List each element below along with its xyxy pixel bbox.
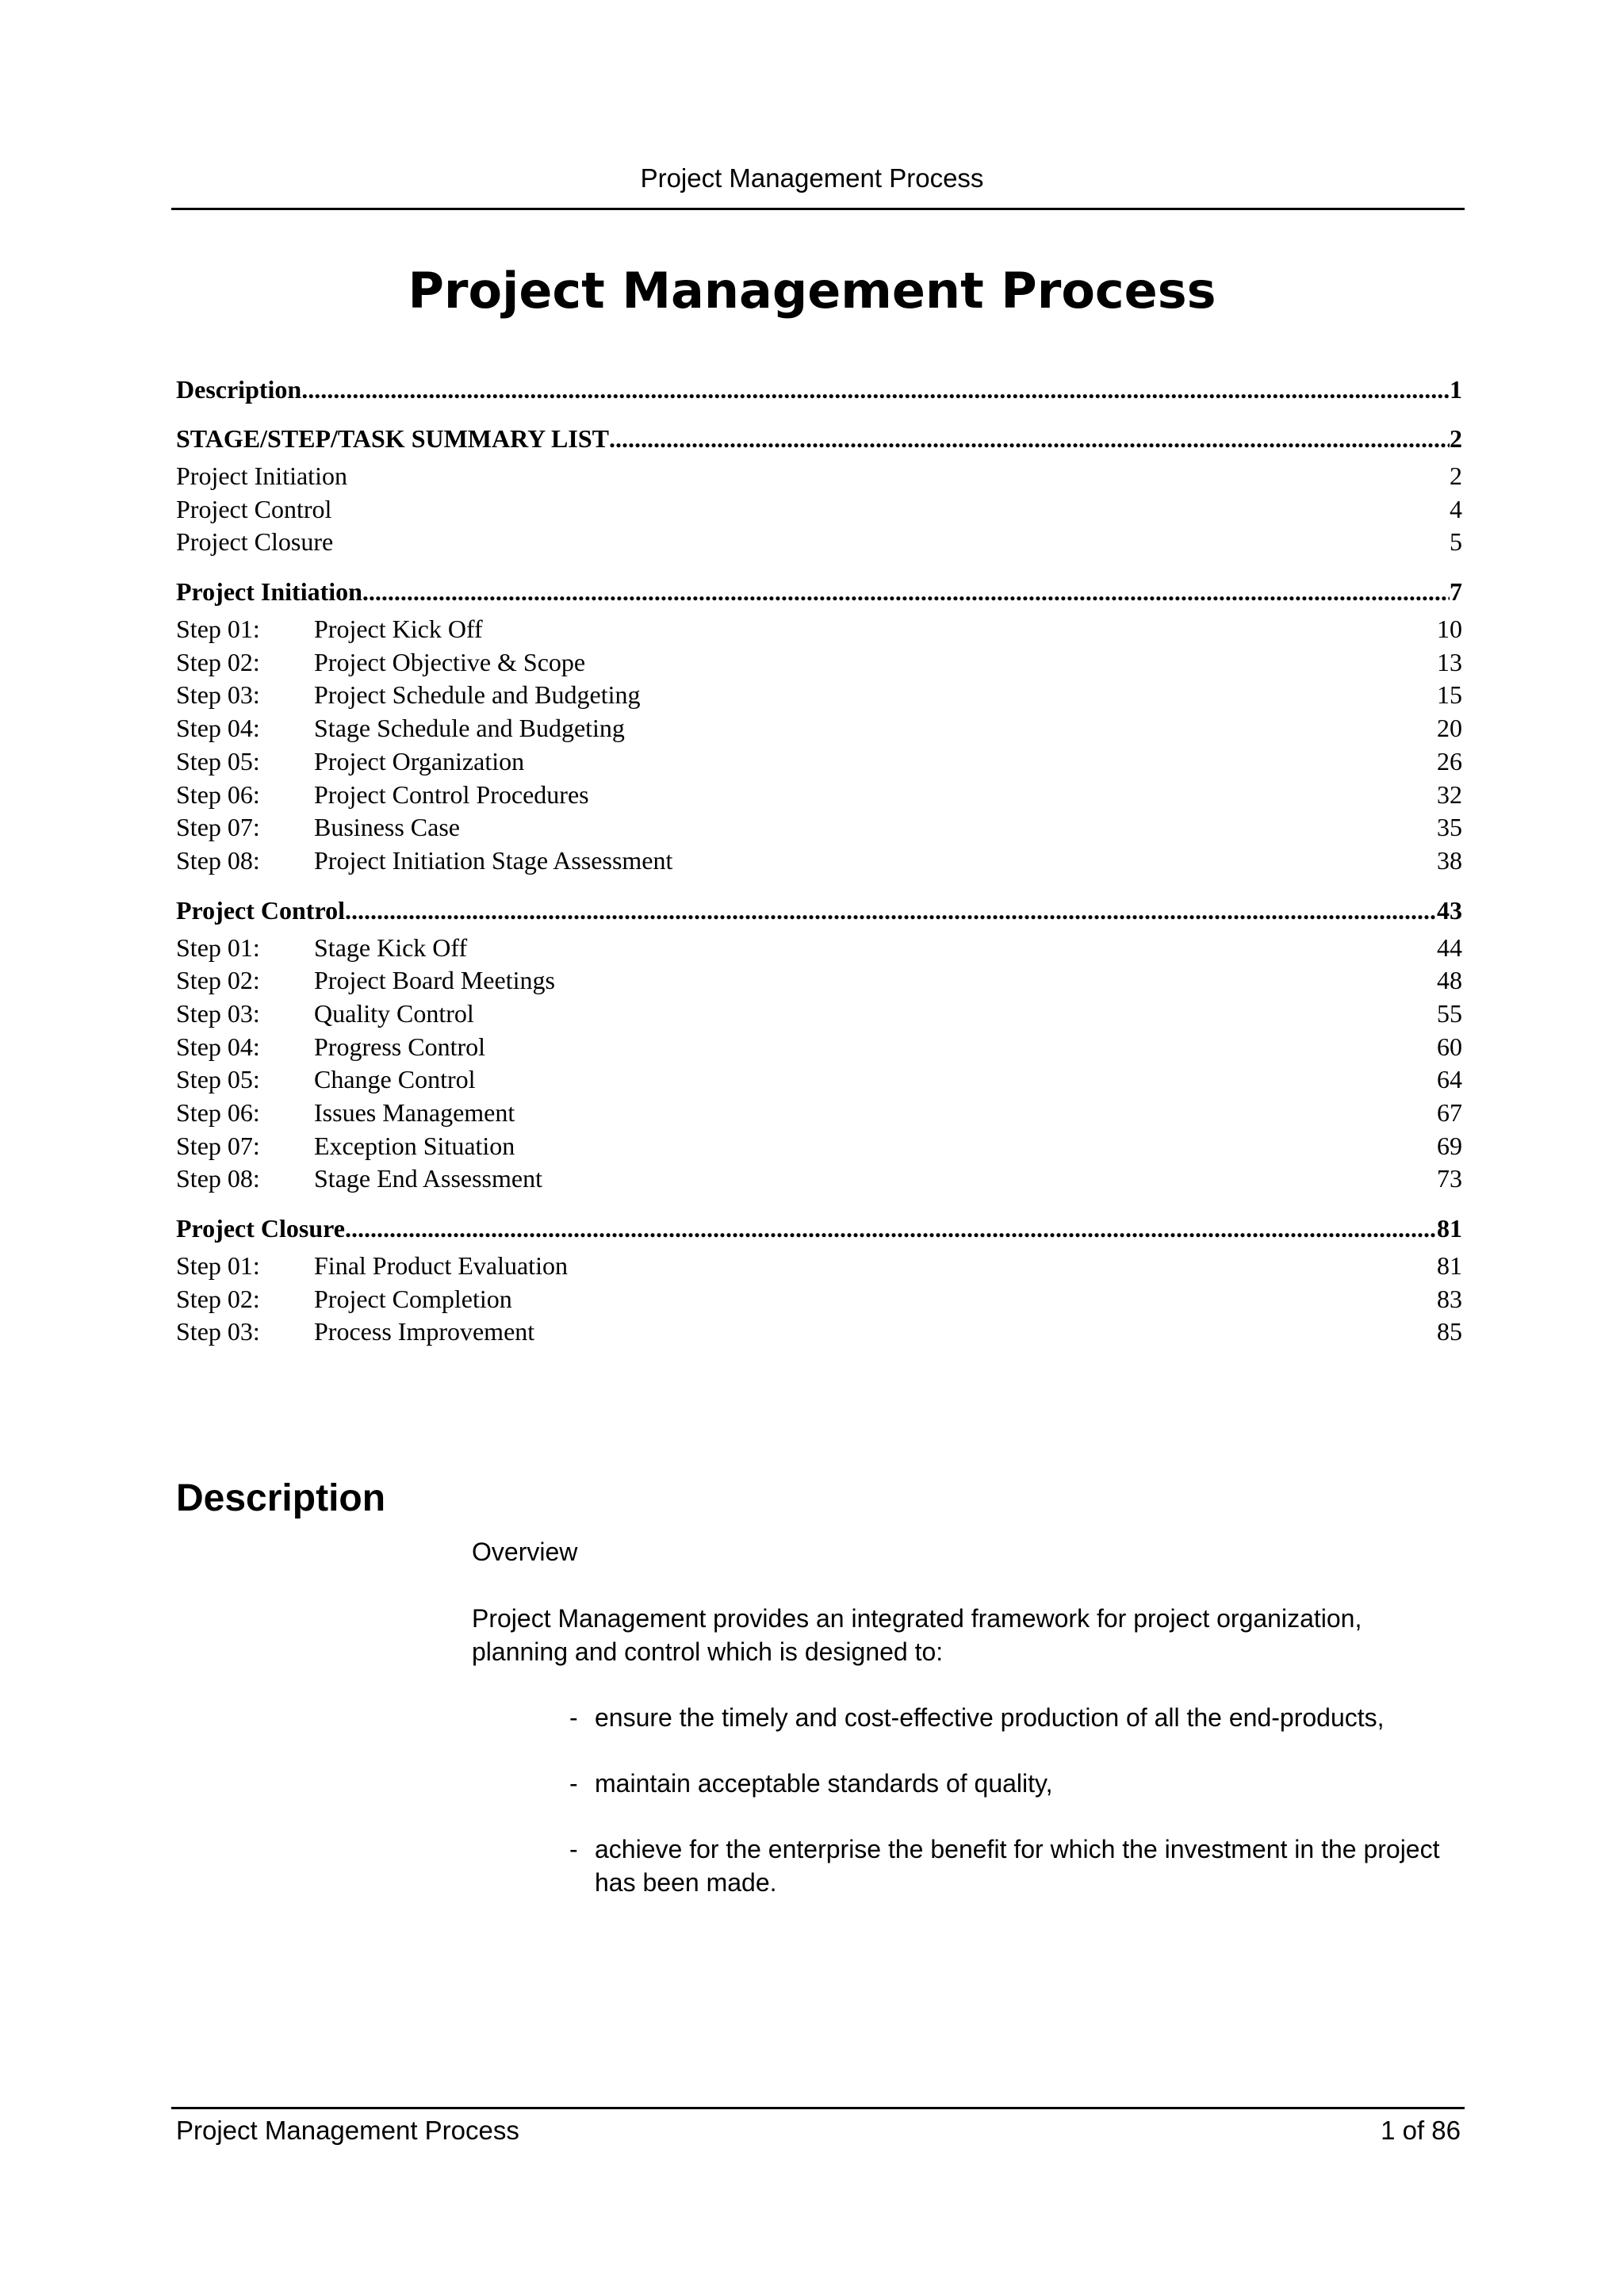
toc-item[interactable] <box>176 779 1462 812</box>
toc-item[interactable] <box>176 1063 1462 1097</box>
bullet-marker: - <box>569 1703 578 1732</box>
toc-item[interactable] <box>176 1250 1462 1283</box>
toc-leader-dots <box>345 894 1437 927</box>
toc-section-page: 7 <box>1450 577 1462 607</box>
toc-item-title: Project Organization <box>314 746 525 776</box>
toc-item[interactable] <box>176 1283 1462 1316</box>
toc-section-label: Project Initiation <box>176 577 362 607</box>
toc-item[interactable] <box>176 1031 1462 1064</box>
toc-item[interactable] <box>176 811 1462 844</box>
toc-item-page: 48 <box>1437 966 1462 995</box>
footer-title: Project Management Process <box>176 2116 519 2145</box>
toc-item-step: Step 07: <box>176 1131 260 1160</box>
toc-item-step: Step 02: <box>176 966 260 995</box>
toc-section-entry[interactable] <box>176 894 1462 927</box>
toc-section-label: Description <box>176 375 302 404</box>
description-bullet <box>569 1701 1465 1734</box>
toc-item-page: 35 <box>1437 813 1462 842</box>
page-number: 1 of 86 <box>1381 2116 1461 2145</box>
toc-item-page: 67 <box>1437 1098 1462 1127</box>
toc-section-entry[interactable] <box>176 422 1462 455</box>
bullet-text: achieve for the enterprise the benefit for which the investment in the project has been made. <box>595 1835 1440 1897</box>
toc-item-page: 69 <box>1437 1131 1462 1160</box>
document-title: Project Management Process <box>408 262 1216 320</box>
toc-item-page: 13 <box>1437 647 1462 676</box>
toc-item[interactable] <box>176 745 1462 779</box>
toc-item-step: Step 08: <box>176 845 260 875</box>
toc-item[interactable] <box>176 932 1462 965</box>
toc-item-title: Stage Schedule and Budgeting <box>314 714 625 743</box>
toc-section-page: 43 <box>1437 895 1462 925</box>
toc-section-label: Project Closure <box>176 1214 345 1243</box>
description-heading: Description <box>176 1477 386 1519</box>
toc-item-page: 64 <box>1437 1065 1462 1094</box>
toc-item-step: Step 06: <box>176 779 260 809</box>
toc-item-page: 73 <box>1437 1164 1462 1193</box>
toc-item-step: Step 01: <box>176 615 260 644</box>
running-header: Project Management Process <box>640 163 984 193</box>
toc-item-step: Step 05: <box>176 746 260 776</box>
toc-section-label: Project Control <box>176 895 345 925</box>
toc-item-step: Step 03: <box>176 1317 260 1346</box>
toc-item-step: Step 01: <box>176 933 260 962</box>
toc-item-title: Project Board Meetings <box>314 966 555 995</box>
toc-item-title: Project Control Procedures <box>314 779 589 809</box>
toc-section-entry[interactable] <box>176 1212 1462 1245</box>
toc-item[interactable] <box>176 1097 1462 1130</box>
toc-item[interactable] <box>176 964 1462 998</box>
toc-item[interactable] <box>176 613 1462 646</box>
description-bullet-list <box>569 1701 1465 1932</box>
toc-item-title: Quality Control <box>314 998 474 1028</box>
toc-item[interactable] <box>176 646 1462 680</box>
toc-item-page: 4 <box>1450 494 1462 523</box>
toc-item-step: Step 04: <box>176 1032 260 1061</box>
toc-item-title: Project Completion <box>314 1284 512 1313</box>
header-rule <box>171 208 1465 210</box>
toc-item-page: 81 <box>1437 1251 1462 1281</box>
toc-item-page: 5 <box>1450 527 1462 557</box>
toc-item-title: Final Product Evaluation <box>314 1251 568 1281</box>
toc-item[interactable] <box>176 493 1462 527</box>
toc-item[interactable] <box>176 844 1462 878</box>
toc-item-title: Project Closure <box>176 527 334 557</box>
toc-item-title: Project Kick Off <box>314 615 483 644</box>
toc-section-page: 2 <box>1450 424 1462 453</box>
toc-item-page: 20 <box>1437 714 1462 743</box>
toc-item-title: Project Control <box>176 494 332 523</box>
toc-section-page: 81 <box>1437 1214 1462 1243</box>
toc-item-page: 15 <box>1437 680 1462 710</box>
toc-item-page: 10 <box>1437 615 1462 644</box>
toc-item-page: 26 <box>1437 746 1462 776</box>
toc-leader-dots <box>609 422 1450 455</box>
toc-item-title: Issues Management <box>314 1098 515 1127</box>
toc-item-step: Step 03: <box>176 998 260 1028</box>
toc-item-page: 2 <box>1450 461 1462 490</box>
toc-item-title: Change Control <box>314 1065 476 1094</box>
toc-item-step: Step 07: <box>176 813 260 842</box>
toc-item-title: Exception Situation <box>314 1131 515 1160</box>
toc-leader-dots <box>362 575 1450 608</box>
toc-item-step: Step 04: <box>176 714 260 743</box>
toc-item[interactable] <box>176 679 1462 712</box>
toc-item[interactable] <box>176 1162 1462 1196</box>
toc-item-title: Project Schedule and Budgeting <box>314 680 641 710</box>
toc-item-title: Project Initiation Stage Assessment <box>314 845 673 875</box>
toc-item-step: Step 06: <box>176 1098 260 1127</box>
toc-item-page: 55 <box>1437 998 1462 1028</box>
toc-item-step: Step 01: <box>176 1251 260 1281</box>
toc-item[interactable] <box>176 1130 1462 1163</box>
toc-item-page: 38 <box>1437 845 1462 875</box>
description-paragraph: Project Management provides an integrated framework for project organization, planning and control which is designed to: <box>472 1604 1362 1666</box>
toc-item-title: Progress Control <box>314 1032 485 1061</box>
toc-item-title: Stage End Assessment <box>314 1164 542 1193</box>
toc-section-label: STAGE/STEP/TASK SUMMARY LIST <box>176 424 609 453</box>
toc-item[interactable] <box>176 1316 1462 1349</box>
toc-leader-dots <box>301 373 1450 406</box>
toc-item-title: Process Improvement <box>314 1317 535 1346</box>
bullet-text: maintain acceptable standards of quality, <box>595 1769 1053 1798</box>
toc-item-page: 60 <box>1437 1032 1462 1061</box>
toc-item[interactable] <box>176 526 1462 559</box>
toc-item-step: Step 05: <box>176 1065 260 1094</box>
bullet-marker: - <box>569 1835 578 1863</box>
toc-item-step: Step 02: <box>176 1284 260 1313</box>
toc-item[interactable] <box>176 460 1462 493</box>
overview-label: Overview <box>472 1538 578 1566</box>
toc-item[interactable] <box>176 998 1462 1031</box>
bullet-text: ensure the timely and cost-effective production of all the end-products, <box>595 1703 1385 1732</box>
toc-item-title: Project Objective & Scope <box>314 647 586 676</box>
toc-item-title: Stage Kick Off <box>314 933 468 962</box>
toc-item-step: Step 03: <box>176 680 260 710</box>
footer-rule <box>171 2107 1465 2109</box>
bullet-marker: - <box>569 1769 578 1798</box>
toc-item-page: 32 <box>1437 779 1462 809</box>
toc-section-page: 1 <box>1450 375 1462 404</box>
toc-item-title: Project Initiation <box>176 461 347 490</box>
toc-item-step: Step 02: <box>176 647 260 676</box>
toc-item-title: Business Case <box>314 813 460 842</box>
toc-section-entry[interactable] <box>176 575 1462 608</box>
toc-item-page: 85 <box>1437 1317 1462 1346</box>
toc-item[interactable] <box>176 712 1462 745</box>
toc-item-page: 44 <box>1437 933 1462 962</box>
toc-section-entry[interactable] <box>176 373 1462 406</box>
description-bullet <box>569 1767 1465 1800</box>
toc-item-page: 83 <box>1437 1284 1462 1313</box>
description-bullet <box>569 1833 1465 1899</box>
toc-leader-dots <box>345 1212 1437 1245</box>
toc-item-step: Step 08: <box>176 1164 260 1193</box>
table-of-contents <box>176 373 1462 1349</box>
